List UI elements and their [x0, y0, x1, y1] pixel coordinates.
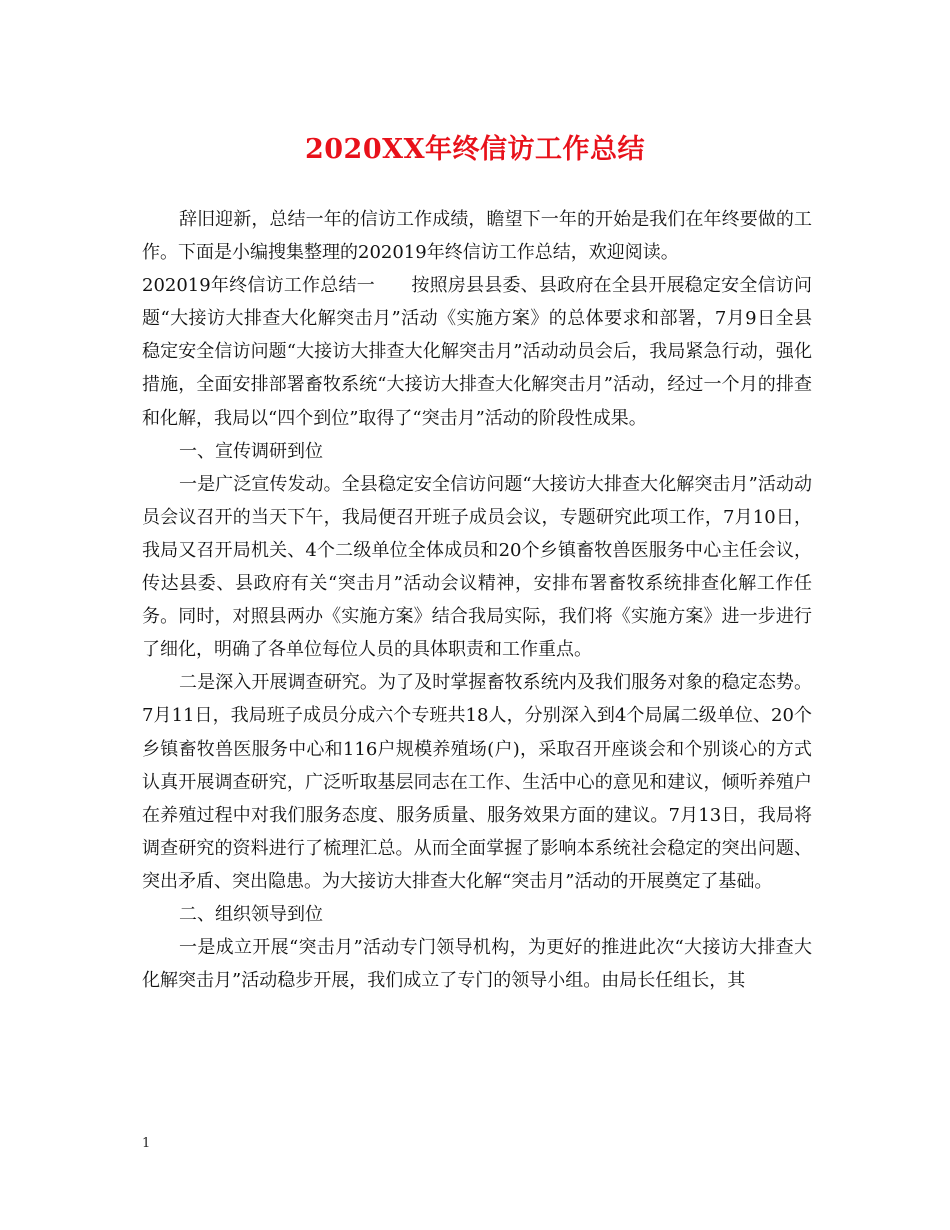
paragraph-intro: 辞旧迎新，总结一年的信访工作成绩，瞻望下一年的开始是我们在年终要做的工作。下面是小编搜集整理的202019年终信访工作总结，欢迎阅读。: [142, 209, 812, 264]
section-heading-leadership: 二、组织领导到位: [179, 903, 323, 925]
paragraph-research: 二是深入开展调查研究。为了及时掌握畜牧系统内及我们服务对象的稳定态势。7月11日，我局班子成员分成六个专班共18人，分别深入到4个局属二级单位、20个乡镇畜牧兽医服务中心和116户规模养殖场(户)，采取召开座谈会和个别谈心的方式认真开展调查研究，广泛听取基层同志在工作、生活中心的意见和建议，倾听养殖户在养殖过程中对我们服务态度、服务质量、服务效果方面的建议。7月13日，我局将调查研究的资料进行了梳理汇总。从而全面掌握了影响本系统社会稳定的突出问题、突出矛盾、突出隐患。为大接访大排查大化解“突击月”活动的开展奠定了基础。: [142, 672, 812, 892]
paragraph-summary-one: 202019年终信访工作总结一 按照房县县委、县政府在全县开展稳定安全信访问题“大接访大排查大化解突击月”活动《实施方案》的总体要求和部署，7月9日全县稳定安全信访问题“大接访大排查大化解突击月”活动动员会后，我局紧急行动，强化措施，全面安排部署畜牧系统“大接访大排查大化解突击月”活动，经过一个月的排查和化解，我局以“四个到位”取得了“突击月”活动的阶段性成果。: [142, 275, 812, 429]
section-heading-publicity: 一、宣传调研到位: [179, 440, 323, 462]
document-body: [142, 203, 812, 997]
page-number: 1: [142, 1136, 151, 1151]
document-title: 2020XX年终信访工作总结: [304, 134, 646, 165]
paragraph-leadership: 一是成立开展“突击月”活动专门领导机构，为更好的推进此次“大接访大排查大化解突击月”活动稳步开展，我们成立了专门的领导小组。由局长任组长，其: [142, 937, 812, 992]
paragraph-publicity: 一是广泛宣传发动。全县稳定安全信访问题“大接访大排查大化解突击月”活动动员会议召开的当天下午，我局便召开班子成员会议，专题研究此项工作，7月10日，我局又召开局机关、4个二级单位全体成员和20个乡镇畜牧兽医服务中心主任会议，传达县委、县政府有关“突击月”活动会议精神，安排布署畜牧系统排查化解工作任务。同时，对照县两办《实施方案》结合我局实际，我们将《实施方案》进一步进行了细化，明确了各单位每位人员的具体职责和工作重点。: [142, 473, 812, 661]
